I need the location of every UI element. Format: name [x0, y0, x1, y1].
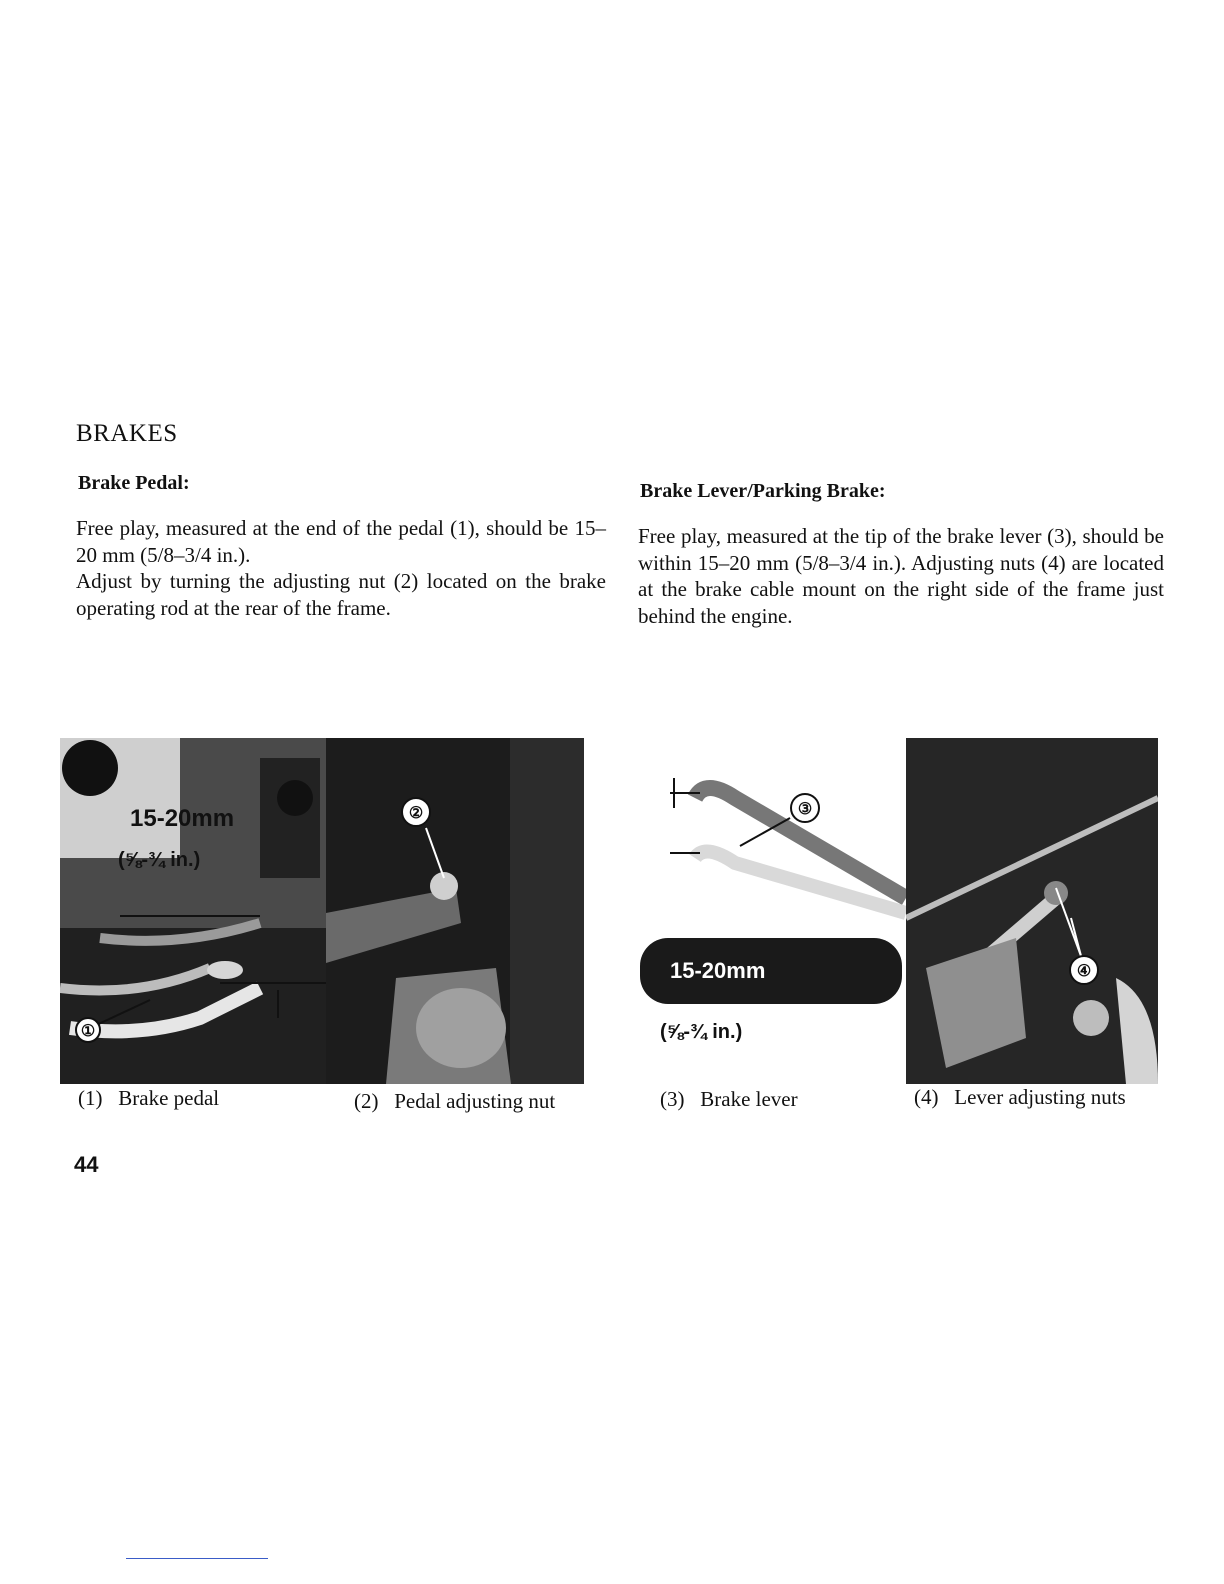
lever-dimension-mm: 15-20mm	[670, 958, 766, 983]
caption-1-text: Brake pedal	[118, 1086, 220, 1110]
callout-1-label: ①	[80, 1023, 96, 1040]
brake-pedal-heading: Brake Pedal:	[78, 472, 190, 494]
caption-4	[914, 1085, 1126, 1110]
brake-pedal-photo	[60, 738, 326, 1084]
page-number: 44	[74, 1152, 99, 1177]
brake-lever-section	[638, 480, 1164, 629]
adjusting-nut-photo	[326, 738, 584, 1084]
lever-adjusting-nuts-photo	[906, 738, 1158, 1084]
brake-lever-photo	[640, 738, 906, 1084]
caption-2	[354, 1089, 555, 1114]
caption-1-number: (1)	[78, 1086, 103, 1110]
footer-rule	[126, 1558, 268, 1559]
caption-3	[660, 1087, 798, 1112]
brake-lever-heading: Brake Lever/Parking Brake:	[640, 480, 886, 502]
caption-2-text: Pedal adjusting nut	[394, 1089, 556, 1113]
lever-dimension-in: (⅝-¾ in.)	[660, 1021, 743, 1043]
caption-4-number: (4)	[914, 1085, 939, 1109]
callout-3-label: ③	[797, 801, 813, 818]
caption-4-text: Lever adjusting nuts	[954, 1085, 1126, 1109]
pedal-dimension-mm: 15-20mm	[130, 805, 235, 832]
callout-2-label: ②	[408, 805, 424, 822]
brake-pedal-paragraph-1: Free play, measured at the end of the pedal (1), should be 15–20 mm (5/8–3/4 in.).	[76, 516, 606, 567]
caption-2-number: (2)	[354, 1089, 379, 1113]
brake-pedal-paragraph-2: Adjust by turning the adjusting nut (2) located on the brake operating rod at the rear of the frame.	[76, 569, 606, 620]
caption-3-number: (3)	[660, 1087, 685, 1111]
caption-3-text: Brake lever	[700, 1087, 798, 1111]
caption-1	[78, 1086, 219, 1111]
callout-4-label: ④	[1076, 963, 1092, 980]
section-title: BRAKES	[76, 420, 178, 447]
brake-lever-paragraph-1: Free play, measured at the tip of the brake lever (3), should be within 15–20 mm (5/8–3/4 in.). Adjusting nuts (4) are located at the brake cable mount on the right side of the frame just behind the engine.	[638, 524, 1164, 628]
brake-pedal-section	[76, 472, 606, 621]
pedal-dimension-in: (⅝-¾ in.)	[118, 849, 201, 871]
